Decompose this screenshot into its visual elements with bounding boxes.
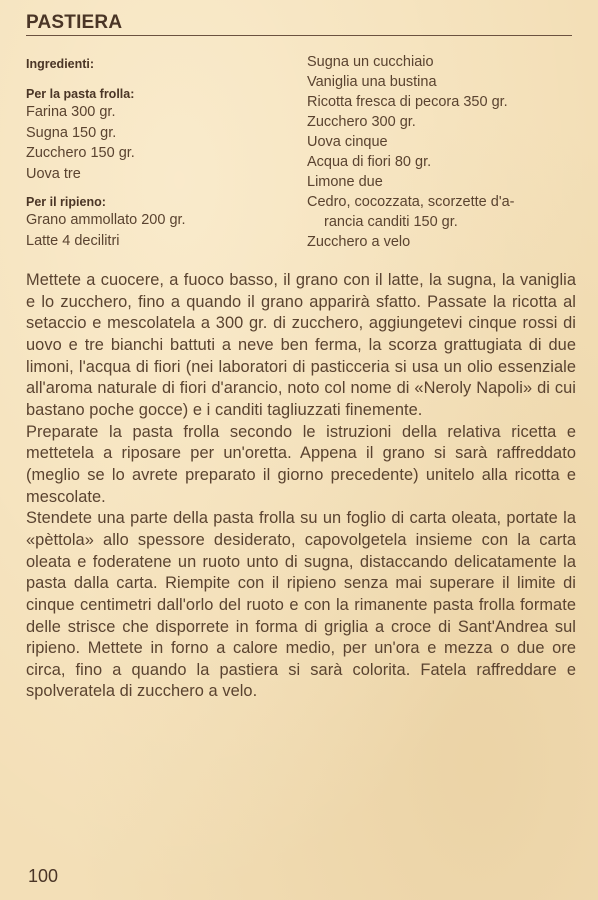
ingredient-item: Sugna 150 gr. <box>26 124 117 141</box>
recipe-instructions <box>26 270 576 703</box>
ingredient-item: Zucchero a velo <box>307 234 411 250</box>
pasta-frolla-heading: Per la pasta frolla: <box>26 87 135 101</box>
ingredient-item: Uova cinque <box>307 134 388 150</box>
ingredient-item: Zucchero 300 gr. <box>307 114 416 130</box>
instruction-paragraph: Mettete a cuocere, a fuoco basso, il grano con il latte, la sugna, la vaniglia e lo zucchero, fino a quando il grano apparirà sfatto. Passate la ricotta al setaccio e mescolatela a 300 gr. di zucchero, aggiungetevi cinque rossi di uovo e tre bianchi battuti a neve ben ferma, la scorza grattugiata di due limoni, l'acqua di fiori (nei laboratori di pasticceria si usa un olio essenziale all'aroma naturale di fiori d'arancio, noto col nome di «Neroly Napoli» di cui bastano poche gocce) e i canditi tagliuzzati finemente. <box>26 271 576 419</box>
instruction-paragraph: Preparate la pasta frolla secondo le istruzioni della relativa ricetta e mettetela a riposare per un'oretta. Appena il grano si sarà raffreddato (meglio se lo avrete preparato il giorno precedente) unitelo alla ricotta e mescolate. <box>26 422 576 506</box>
ingredient-item: Latte 4 decilitri <box>26 232 120 249</box>
instruction-paragraph: Stendete una parte della pasta frolla su un foglio di carta oleata, portate la «pèttola» allo spessore desiderato, capovolgetela insieme con la carta oleata e foderatene un ruoto unto di sugna, distaccando delicatamente la pasta dalla carta. Riempite con il ripieno senza mai superare il limite di cinque centimetri dall'orlo del ruoto e con la rimanente pasta frolla formate delle strisce che disporrete in forma di griglia a croce di Sant'Andrea sul ripieno. Mettete in forno a calore medio, per un'ora e mezza o due ore circa, fino a quando la pastiera si sarà colorita. Fatela raffreddare e spolveratela di zucchero a velo. <box>26 509 576 701</box>
ingredient-item: Cedro, cocozzata, scorzette d'a- <box>307 194 515 210</box>
ingredient-item: Acqua di fiori 80 gr. <box>307 154 432 170</box>
ingredients-heading: Ingredienti: <box>26 57 95 71</box>
ingredient-item: Zucchero 150 gr. <box>26 145 135 161</box>
ingredient-item: Ricotta fresca di pecora 350 gr. <box>307 94 508 110</box>
ingredient-item: Grano ammollato 200 gr. <box>26 212 186 228</box>
ripieno-heading: Per il ripieno: <box>26 195 106 209</box>
page-number: 100 <box>28 866 59 886</box>
title-divider <box>26 35 572 36</box>
ingredients-right-column <box>307 52 577 252</box>
ingredient-item: Farina 300 gr. <box>26 104 116 120</box>
ingredient-item: rancia canditi 150 gr. <box>324 214 458 230</box>
ingredient-item: Sugna un cucchiaio <box>307 54 434 70</box>
ingredient-item: Vaniglia una bustina <box>307 74 437 90</box>
ingredient-item: Limone due <box>307 174 383 190</box>
ingredient-item: Uova tre <box>26 165 81 182</box>
recipe-title: PASTIERA <box>26 12 123 33</box>
ingredients-left-column <box>26 56 296 251</box>
